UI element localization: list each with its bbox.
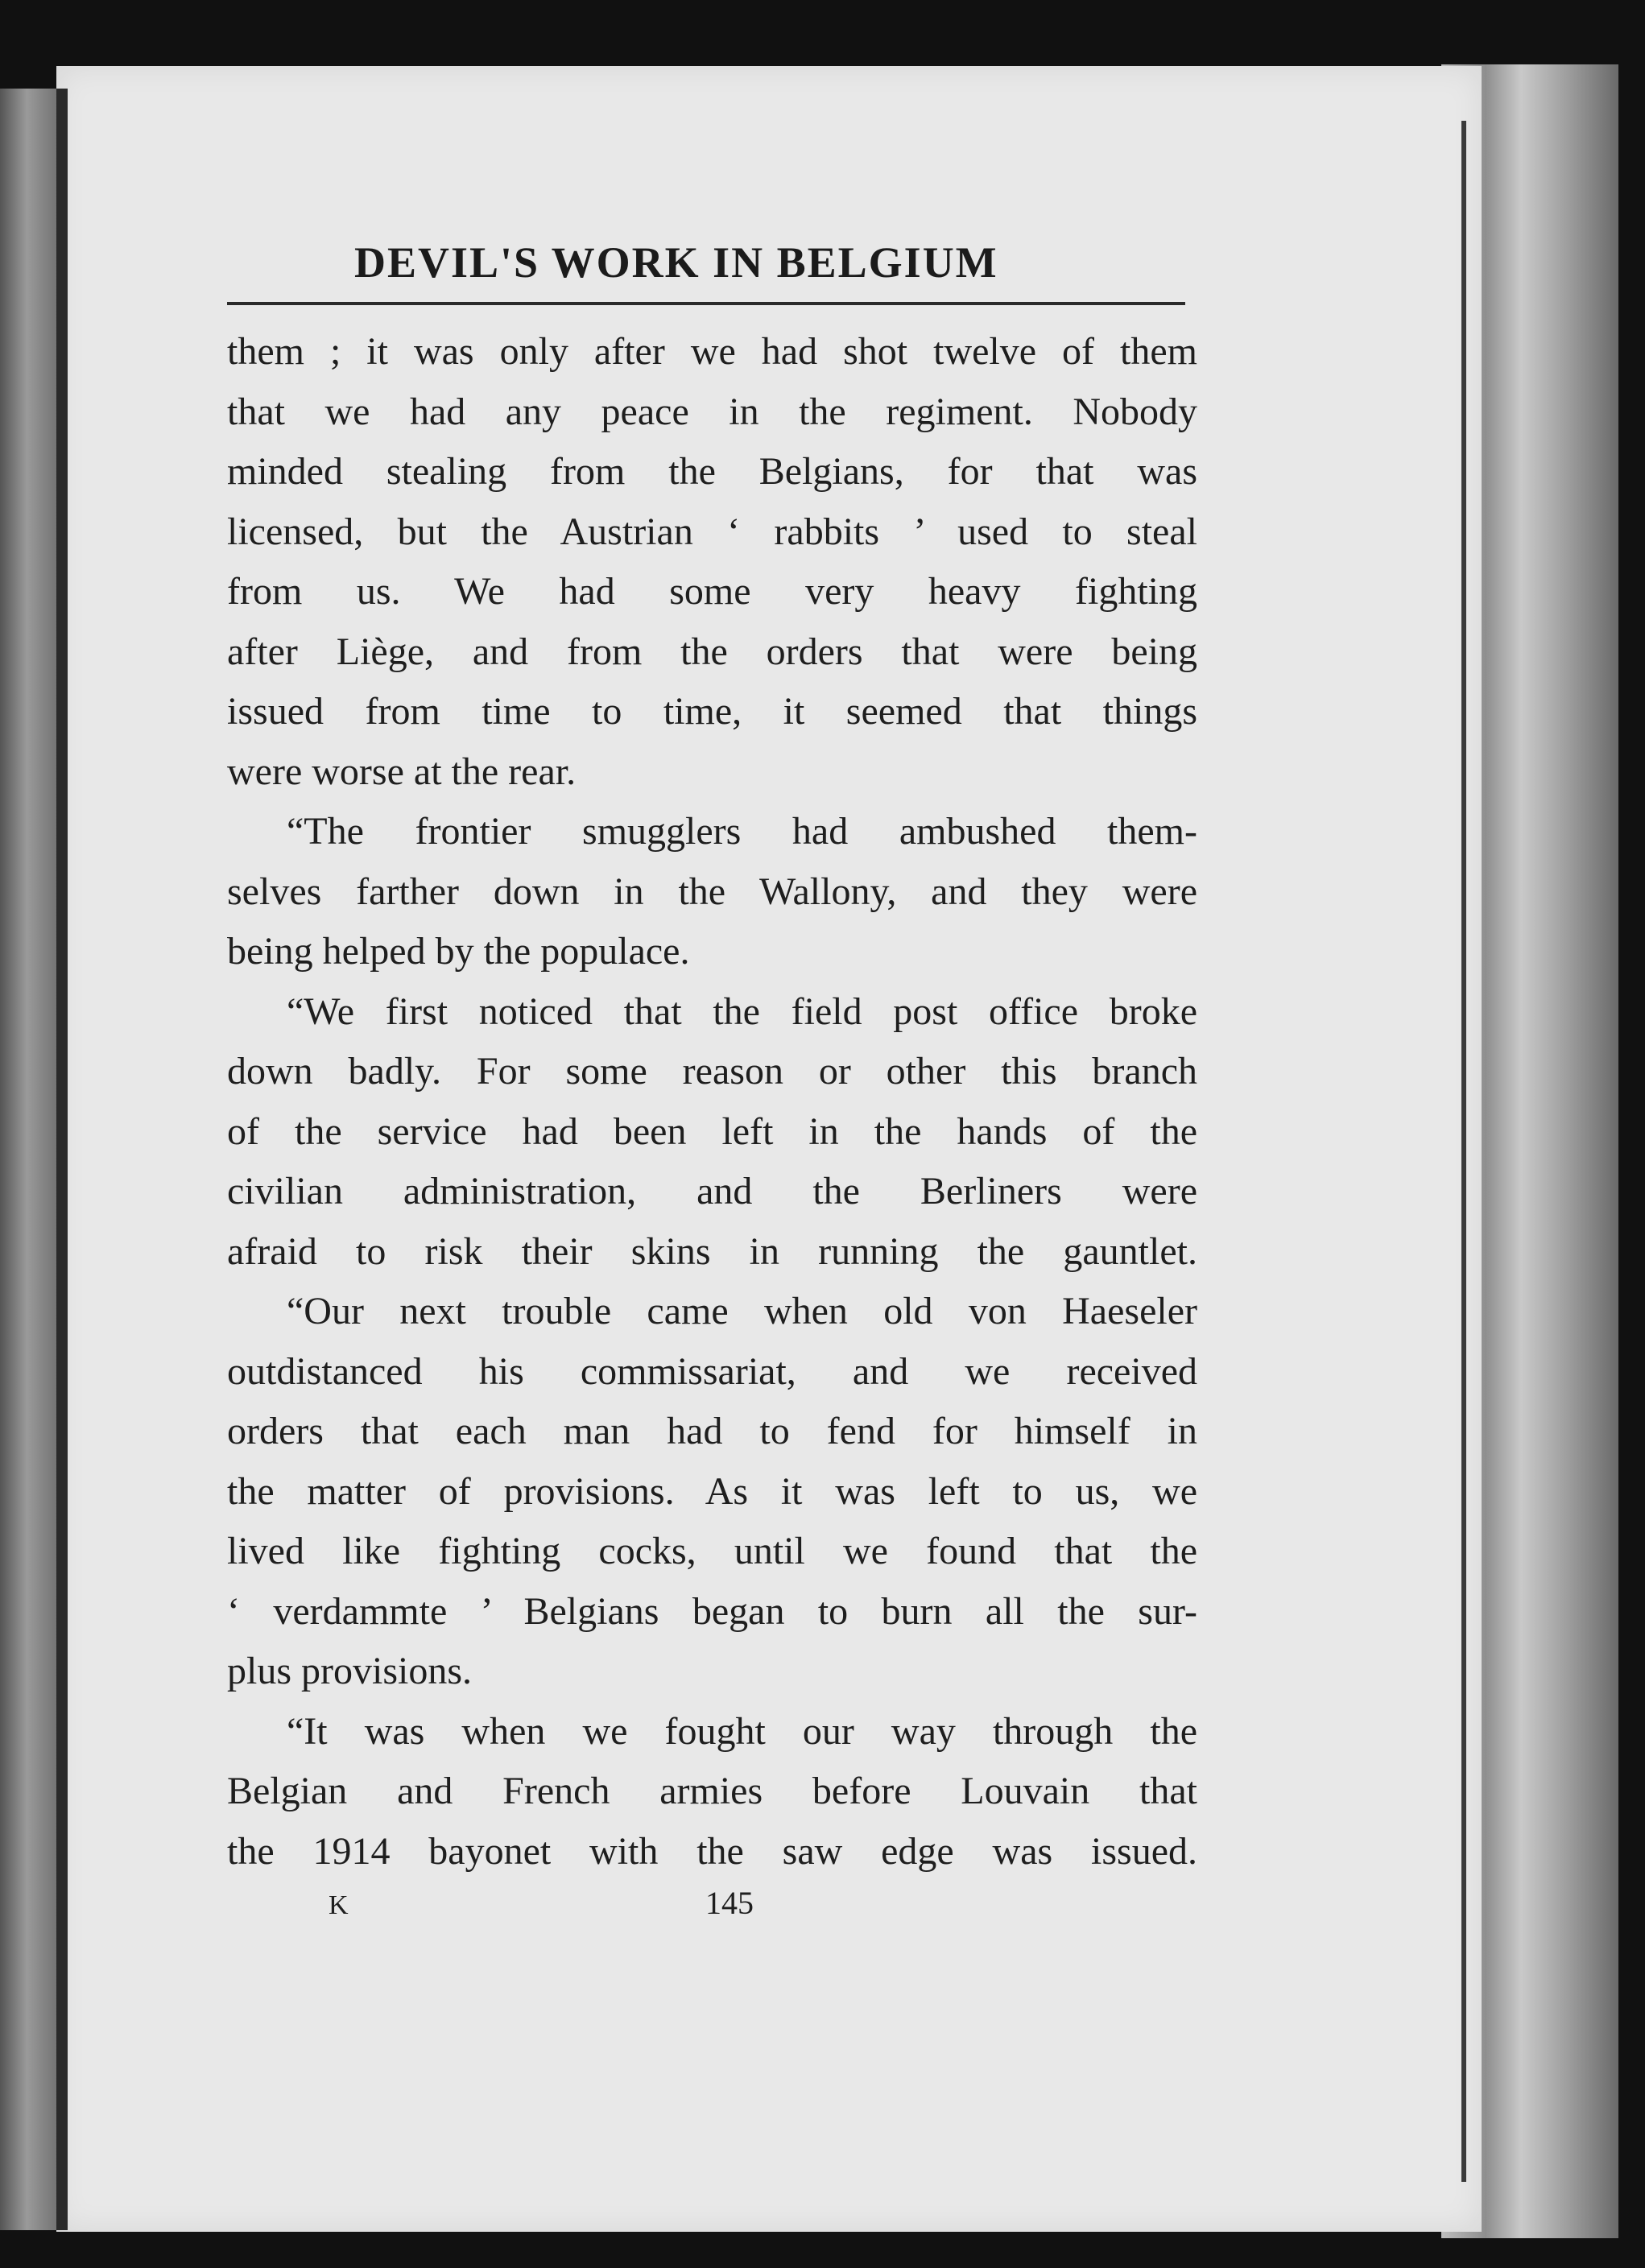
text-line: being helped by the populace. (227, 930, 690, 973)
text-line: orders that each man had to fend for himself in (227, 1410, 1197, 1452)
running-head: DEVIL'S WORK IN BELGIUM (354, 238, 998, 287)
text-line: that we had any peace in the regiment. Nobody (227, 390, 1197, 433)
text-line: civilian administration, and the Berliners were (227, 1170, 1197, 1212)
text-line: plus provisions. (227, 1650, 473, 1692)
text-line: them ; it was only after we had shot twelve of them (227, 330, 1197, 373)
text-line: “We first noticed that the field post office broke (287, 989, 1197, 1033)
left-page-edge (0, 89, 60, 2230)
text-line: outdistanced his commissariat, and we received (227, 1349, 1197, 1393)
text-line: “Our next trouble came when old von Haeseler (287, 1290, 1197, 1332)
text-line: selves farther down in the Wallony, and they were (227, 870, 1197, 913)
text-line: “The frontier smugglers had ambushed them- (287, 810, 1197, 853)
head-rule (227, 302, 1185, 305)
text-line: afraid to risk their skins in running the gauntlet. (227, 1229, 1197, 1273)
text-line: Belgian and French armies before Louvain that (227, 1770, 1197, 1812)
text-line: after Liège, and from the orders that were being (227, 630, 1197, 673)
page-number: 145 (705, 1885, 754, 1921)
text-line: the matter of provisions. As it was left to us, we (227, 1469, 1197, 1513)
text-line: issued from time to time, it seemed that things (227, 690, 1197, 733)
page-spine (56, 89, 68, 2230)
text-line: minded stealing from the Belgians, for that was (227, 450, 1197, 493)
text-line: ‘ verdammte ’ Belgians began to burn all the sur- (227, 1589, 1197, 1633)
page-edge-shadow (1461, 121, 1466, 2182)
text-line: were worse at the rear. (227, 750, 577, 793)
text-line: of the service had been left in the hands of the (227, 1109, 1197, 1153)
text-line: from us. We had some very heavy fighting (227, 570, 1197, 613)
text-line: “It was when we fought our way through the (287, 1709, 1197, 1753)
body-text (227, 322, 1197, 1882)
text-line: the 1914 bayonet with the saw edge was issued. (227, 1829, 1197, 1873)
text-line: down badly. For some reason or other this branch (227, 1050, 1197, 1093)
text-line: lived like fighting cocks, until we found that the (227, 1530, 1197, 1572)
text-line: licensed, but the Austrian ‘ rabbits ’ used to steal (227, 510, 1197, 553)
signature-mark: K (329, 1890, 349, 1920)
